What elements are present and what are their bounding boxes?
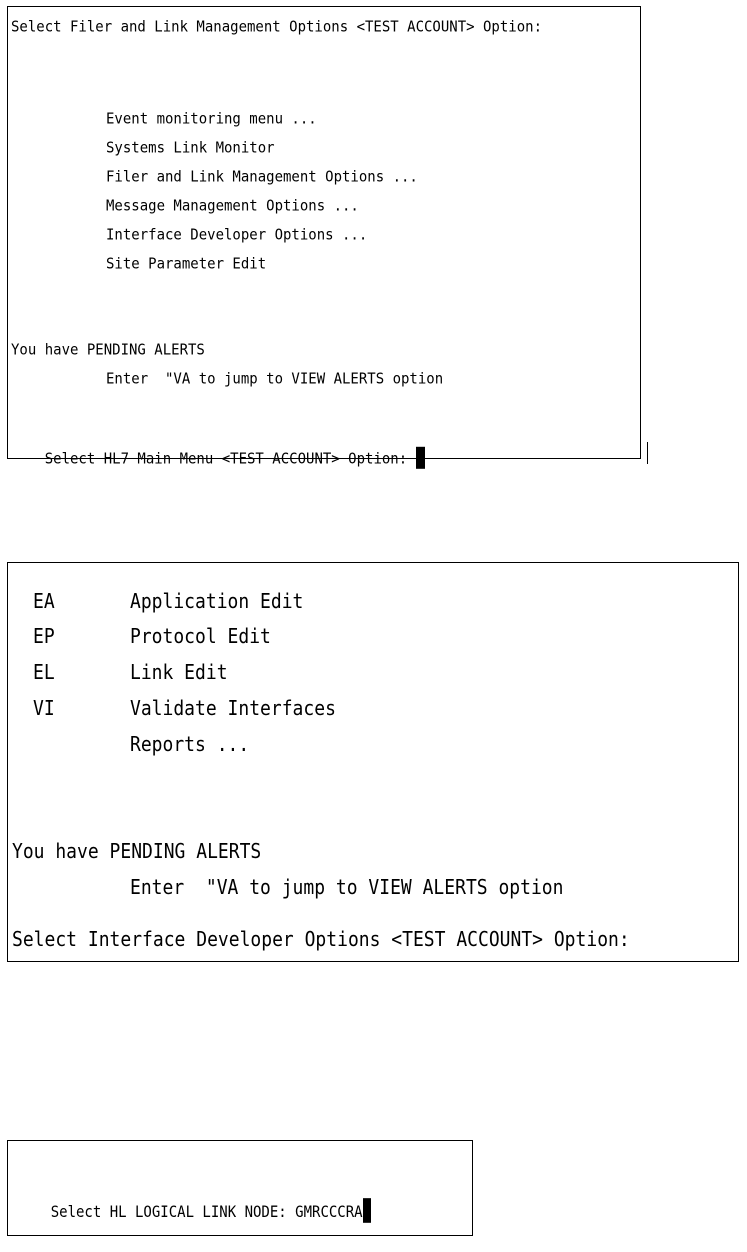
link-node-line[interactable] [17,1178,371,1243]
menu-item-systems-link-monitor[interactable]: Systems Link Monitor [106,139,275,157]
text-cursor [416,447,425,469]
menu-item-link-edit[interactable]: Link Edit [130,661,228,685]
terminal-logical-link-node [7,1140,473,1236]
menu-item-interface-developer[interactable]: Interface Developer Options ... [106,226,368,244]
terminal-hl7-main-menu [7,6,641,468]
menu-item-message-management[interactable]: Message Management Options ... [106,197,359,215]
menu-item-event-monitoring[interactable]: Event monitoring menu ... [106,110,317,128]
menu-item-application-edit[interactable]: Application Edit [130,590,304,614]
menu-item-filer-link-management[interactable]: Filer and Link Management Options ... [106,168,418,186]
terminal-interface-developer-options [7,562,739,962]
menu-code-ea: EA [33,590,55,614]
menu-item-validate-interfaces[interactable]: Validate Interfaces [130,697,336,721]
view-alerts-hint: Enter "VA to jump to VIEW ALERTS option [130,876,564,900]
text-cursor [363,1198,371,1223]
edge-mark [647,442,648,464]
menu-code-vi: VI [33,697,55,721]
menu-code-ep: EP [33,625,55,649]
menu-item-reports[interactable]: Reports ... [130,733,250,757]
menu-code-el: EL [33,661,55,685]
pending-alerts-notice: You have PENDING ALERTS [12,840,262,864]
previous-prompt: Select Filer and Link Management Options <TEST ACCOUNT> Option: [11,18,543,36]
pending-alerts-notice: You have PENDING ALERTS [11,341,205,359]
command-prompt[interactable]: Select Interface Developer Options <TEST ACCOUNT> Option: [12,928,630,952]
menu-item-protocol-edit[interactable]: Protocol Edit [130,625,271,649]
link-node-input[interactable]: GMRCCCRA [295,1203,363,1222]
menu-item-site-parameter-edit[interactable]: Site Parameter Edit [106,255,267,273]
link-node-prompt: Select HL LOGICAL LINK NODE: [50,1203,296,1222]
command-line[interactable] [11,427,425,489]
view-alerts-hint: Enter "VA to jump to VIEW ALERTS option [106,370,444,388]
command-prompt: Select HL7 Main Menu <TEST ACCOUNT> Option: [44,450,416,468]
